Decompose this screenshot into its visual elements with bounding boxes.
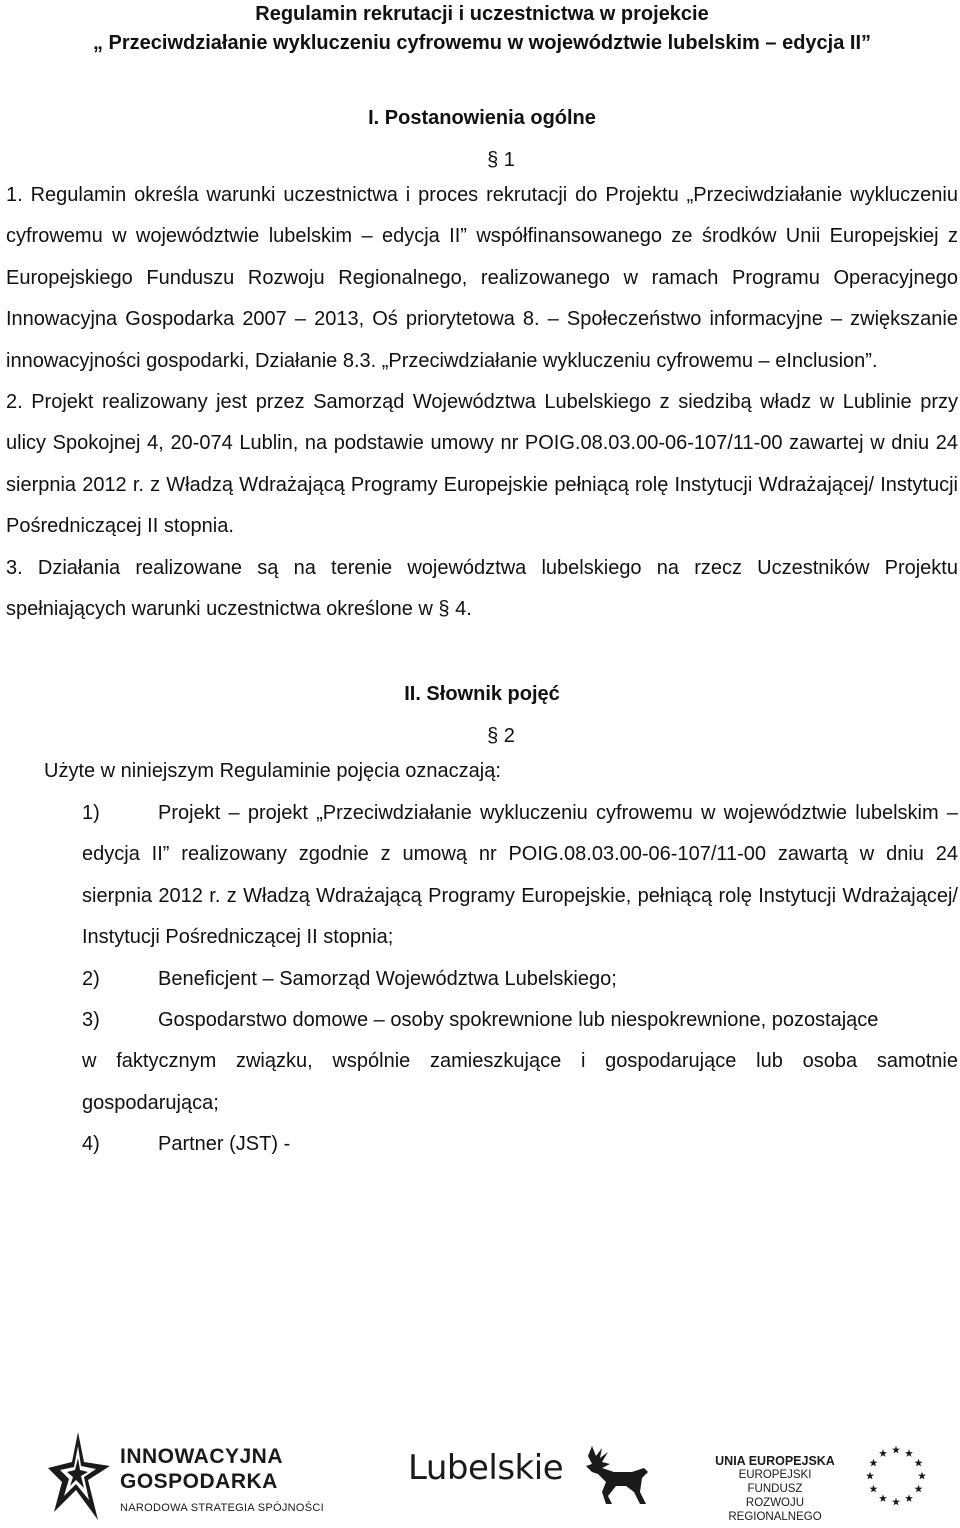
definition-text: Gospodarstwo domowe – osoby spokrewnione lub niespokrewnione, pozostające <box>158 1008 879 1031</box>
definition-text: Partner (JST) - <box>158 1133 291 1156</box>
section1-paragraph-3: 3. Działania realizowane są na terenie województwa lubelskiego na rzecz Uczestników Projektu spełniających warunki uczestnictwa określone w § 4. <box>6 556 958 621</box>
section1-paragraph-1: 1. Regulamin określa warunki uczestnictwa i proces rekrutacji do Projektu „Przeciwdziałanie wykluczeniu cyfrowemu w województwie lubelskim – edycja II” współfinansowanego ze środków Unii Europejskiej z Europejskiego Funduszu Rozwoju Regionalnego, realizowanego w ramach Programu Operacyjnego Innowacyjna Gospodarka 2007 – 2013, Oś priorytetowa 8. – Społeczeństwo informacyjne – zwiększanie innowacyjności gospodarki, Działanie 8.3. „Przeciwdziałanie wykluczeniu cyfrowemu – eInclusion”. <box>6 184 958 372</box>
eu-star <box>879 1494 887 1502</box>
lubelskie-wordmark: Lubelskie <box>408 1448 564 1488</box>
ig-line1: INNOWACYJNA <box>120 1445 284 1468</box>
definition-number: 2) <box>82 967 100 990</box>
definition-text: Beneficjent – Samorząd Województwa Lubelskiego; <box>158 967 617 990</box>
section-heading-1: I. Postanowienia ogólne <box>368 107 596 129</box>
eu-star <box>869 1459 877 1467</box>
eu-star <box>892 1446 900 1454</box>
ig-line2: GOSPODARKA <box>120 1470 278 1493</box>
paragraph-sign-1: § 1 <box>487 149 515 171</box>
definition-item <box>82 1000 958 1041</box>
eu-line2: EUROPEJSKI FUNDUSZ <box>738 1469 812 1495</box>
deer-icon <box>572 1442 654 1508</box>
innovation-star-icon <box>48 1432 110 1520</box>
definition-item <box>82 1124 958 1165</box>
definition-text: Projekt – projekt „Przeciwdziałanie wykluczeniu cyfrowemu w województwie lubelskim – edycja II” realizowany zgodnie z umową nr POIG.08.03.00-06-107/11-00 zawartą w dniu 24 sierpnia 2012 r. z Władzą Wdrażającą Programy Europejskie, pełniącą rolę Instytucji Wdrażającej/ Instytucji Pośredniczącej II stopnia; <box>82 801 958 949</box>
eu-star <box>905 1494 913 1502</box>
eu-star <box>869 1485 877 1493</box>
definition-continuation: w faktycznym związku, wspólnie zamieszkujące i gospodarujące lub osoba samotnie gospodarująca; <box>82 1050 958 1114</box>
definitions-list <box>6 793 958 1166</box>
definitions-intro: Użyte w niniejszym Regulaminie pojęcia oznaczają: <box>44 760 501 783</box>
definition-number: 1) <box>82 801 100 824</box>
eu-text <box>712 1454 838 1524</box>
eu-star <box>866 1472 874 1480</box>
eu-star <box>915 1459 923 1467</box>
eu-star <box>915 1485 923 1493</box>
eu-logo <box>712 1450 952 1523</box>
section1-paragraph-2: 2. Projekt realizowany jest przez Samorząd Województwa Lubelskiego z siedzibą władz w Lublinie przy ulicy Spokojnej 4, 20-074 Lublin, na podstawie umowy nr POIG.08.03.00-06-107/11-00 zawartej w dniu 24 sierpnia 2012 r. z Władzą Wdrażającą Programy Europejskie pełniącą rolę Instytucji Wdrażającej/ Instytucji Pośredniczącej II stopnia. <box>6 391 958 538</box>
eu-line3: ROZWOJU REGIONALNEGO <box>728 1497 822 1523</box>
innowacyjna-gospodarka-logo <box>48 1432 324 1522</box>
eu-star <box>892 1498 900 1506</box>
definition-number: 4) <box>82 1133 100 1156</box>
eu-star <box>918 1472 926 1480</box>
eu-stars-icon <box>860 1440 932 1512</box>
eu-line1: UNIA EUROPEJSKA <box>715 1454 835 1468</box>
definition-number: 3) <box>82 1008 100 1031</box>
eu-star <box>879 1449 887 1457</box>
definition-item <box>82 959 958 1000</box>
definition-item <box>82 793 958 959</box>
footer-logos <box>0 1420 960 1528</box>
lubelskie-logo <box>408 1442 658 1512</box>
section-heading-2: II. Słownik pojęć <box>404 683 560 706</box>
eu-star <box>905 1449 913 1457</box>
ig-title <box>120 1446 283 1492</box>
document-title: Regulamin rekrutacji i uczestnictwa w projekcie <box>255 3 709 25</box>
paragraph-sign-2: § 2 <box>487 725 515 748</box>
document-subtitle: „ Przeciwdziałanie wykluczeniu cyfrowemu w województwie lubelskim – edycja II” <box>92 32 872 54</box>
ig-subtitle: NARODOWA STRATEGIA SPÓJNOŚCI <box>120 1502 324 1514</box>
document <box>6 0 958 1166</box>
